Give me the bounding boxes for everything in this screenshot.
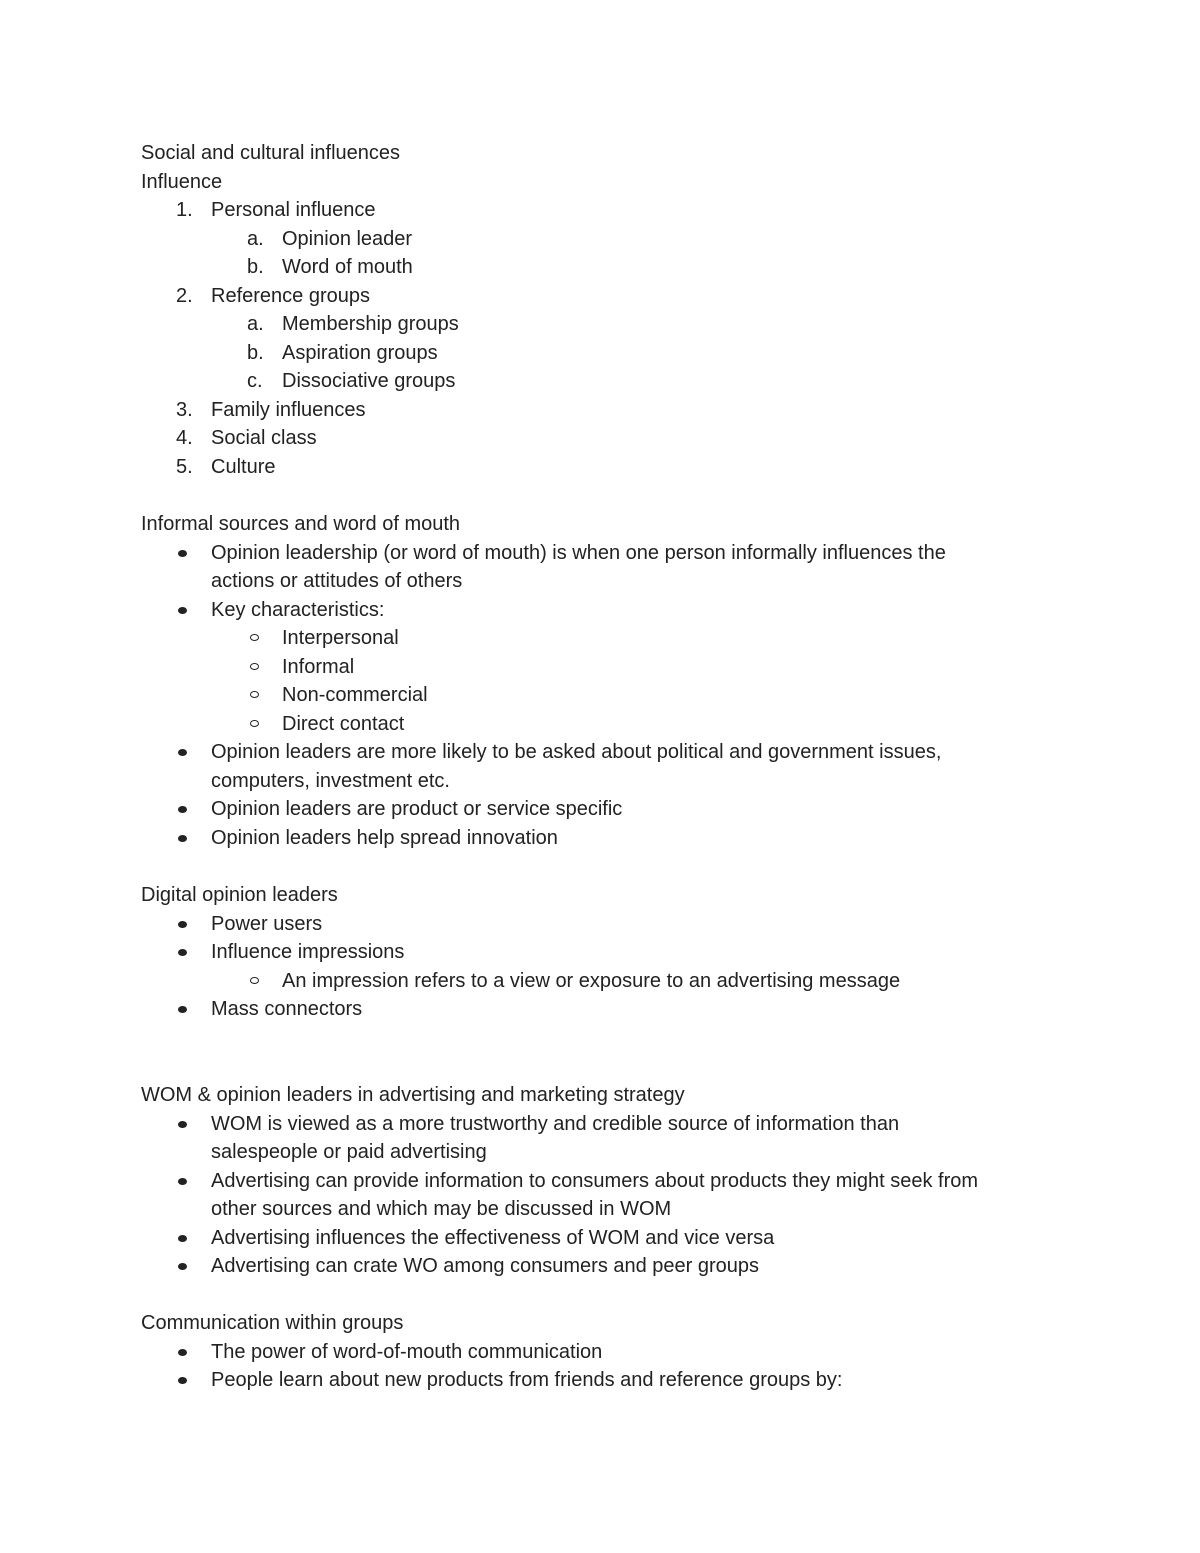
bullet-icon xyxy=(178,749,187,756)
bullet-icon xyxy=(178,806,187,813)
list-number: 2. xyxy=(176,284,193,307)
list-number: 1. xyxy=(176,199,193,221)
bullet-icon xyxy=(178,1121,187,1128)
list-item: Mass connectors xyxy=(211,998,363,1020)
list-item: Power users xyxy=(211,912,323,935)
bullet-icon xyxy=(178,1349,187,1356)
list-item: Social class xyxy=(211,427,317,449)
list-item: Culture xyxy=(211,455,276,478)
list-item: The power of word-of-mouth communication xyxy=(211,1340,603,1363)
sub-list-item: Dissociative groups xyxy=(282,370,456,392)
bullet-icon xyxy=(178,550,187,557)
sub-list-item: Membership groups xyxy=(282,313,459,335)
list-item: Family influences xyxy=(211,398,366,421)
bullet-icon xyxy=(178,921,187,928)
hollow-bullet-icon xyxy=(250,663,259,670)
list-letter: c. xyxy=(247,370,263,392)
list-item: Opinion leaders are more likely to be asked about political and government issues, xyxy=(211,741,942,763)
section-heading: Influence xyxy=(141,170,223,193)
hollow-bullet-icon xyxy=(250,720,259,727)
list-item: computers, investment etc. xyxy=(211,769,450,792)
sub-list-item: Interpersonal xyxy=(282,627,399,649)
list-item: other sources and which may be discussed in WOM xyxy=(211,1198,672,1220)
list-number: 4. xyxy=(176,427,193,449)
sub-list-item: Aspiration groups xyxy=(282,341,438,364)
hollow-bullet-icon xyxy=(250,977,259,984)
list-item: Influence impressions xyxy=(211,941,405,963)
sub-list-item: Informal xyxy=(282,655,355,678)
list-item: Advertising can crate WO among consumers and peer groups xyxy=(211,1255,760,1277)
bullet-icon xyxy=(178,1178,187,1185)
bullet-icon xyxy=(178,835,187,842)
bullet-icon xyxy=(178,1377,187,1384)
list-letter: b. xyxy=(247,256,264,278)
bullet-icon xyxy=(178,1006,187,1013)
list-item: Opinion leaders help spread innovation xyxy=(211,826,558,849)
bullet-icon xyxy=(178,607,187,614)
section-heading: Informal sources and word of mouth xyxy=(141,513,461,535)
sub-list-item: Word of mouth xyxy=(282,256,413,278)
list-item: Advertising influences the effectiveness of WOM and vice versa xyxy=(211,1226,775,1249)
bullet-icon xyxy=(178,949,187,956)
sub-list-item: An impression refers to a view or exposure to an advertising message xyxy=(282,969,901,992)
list-item: People learn about new products from friends and reference groups by: xyxy=(211,1369,843,1391)
bullet-icon xyxy=(178,1235,187,1242)
list-number: 3. xyxy=(176,398,193,421)
list-letter: a. xyxy=(247,313,264,335)
document-title: Social and cultural influences xyxy=(141,142,401,164)
section-heading: Digital opinion leaders xyxy=(141,884,338,906)
list-item: actions or attitudes of others xyxy=(211,570,463,592)
list-letter: a. xyxy=(247,227,264,250)
hollow-bullet-icon xyxy=(250,634,259,641)
list-number: 5. xyxy=(176,455,193,478)
section-heading: WOM & opinion leaders in advertising and marketing strategy xyxy=(141,1084,685,1106)
sub-list-item: Direct contact xyxy=(282,712,405,735)
hollow-bullet-icon xyxy=(250,691,259,698)
list-item: WOM is viewed as a more trustworthy and credible source of information than xyxy=(211,1112,900,1135)
list-letter: b. xyxy=(247,341,264,364)
list-item: Opinion leaders are product or service specific xyxy=(211,798,623,820)
list-item: Opinion leadership (or word of mouth) is when one person informally influences the xyxy=(211,541,946,564)
sub-list-item: Non-commercial xyxy=(282,684,428,706)
list-item: Personal influence xyxy=(211,199,376,221)
list-item: Key characteristics: xyxy=(211,598,385,621)
bullet-icon xyxy=(178,1263,187,1270)
section-heading: Communication within groups xyxy=(141,1312,404,1334)
list-item: Reference groups xyxy=(211,284,370,307)
list-item: salespeople or paid advertising xyxy=(211,1141,487,1163)
list-item: Advertising can provide information to consumers about products they might seek from xyxy=(211,1169,979,1192)
sub-list-item: Opinion leader xyxy=(282,227,413,250)
